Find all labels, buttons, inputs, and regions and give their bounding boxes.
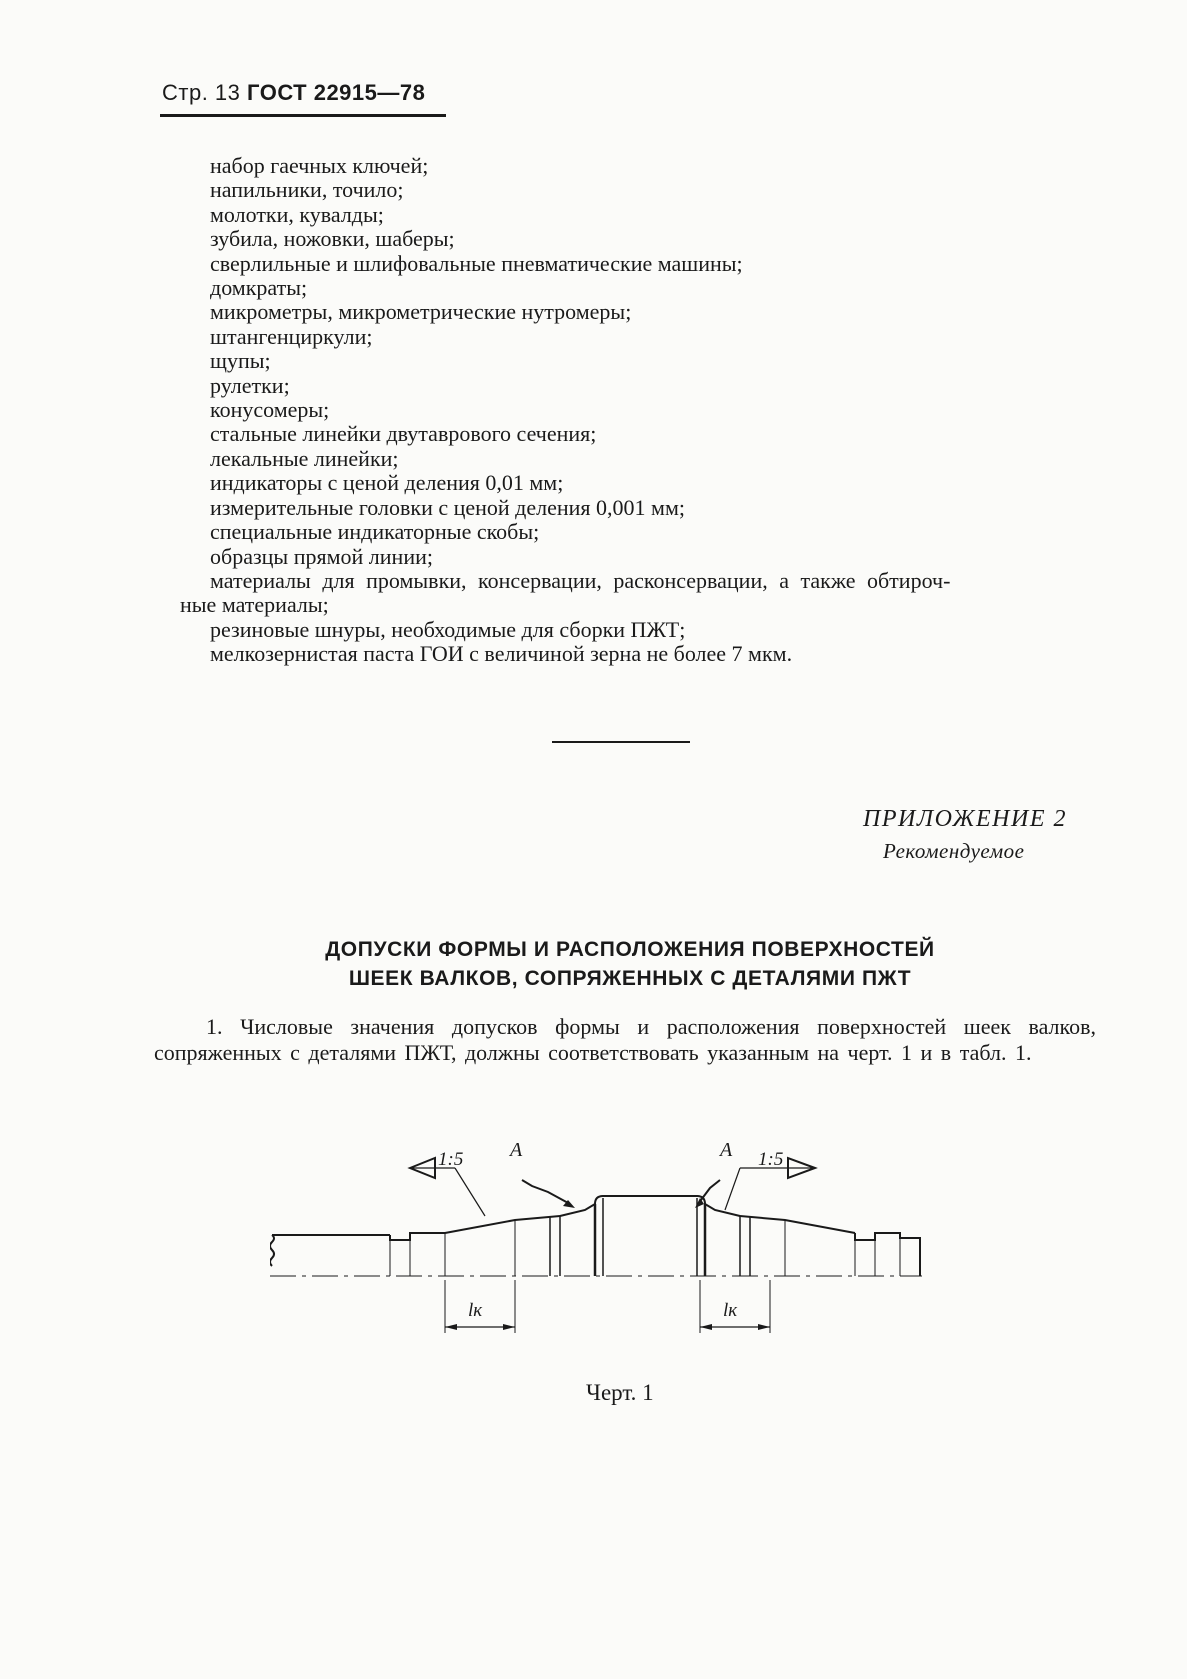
list-item: резиновые шнуры, необходимые для сборки ПЖТ; [210, 616, 686, 642]
list-item: измерительные головки с ценой деления 0,001 мм; [210, 494, 686, 520]
list-item: молотки, кувалды; [210, 201, 384, 227]
list-item: индикаторы с ценой деления 0,01 мм; [210, 470, 564, 496]
list-item: мелкозернистая паста ГОИ с величиной зерна не более 7 мкм. [210, 641, 793, 667]
list-item: штангенциркули; [210, 323, 373, 349]
section-title-line-1: ДОПУСКИ ФОРМЫ И РАСПОЛОЖЕНИЯ ПОВЕРХНОСТЕЙ [325, 938, 935, 961]
appendix-label: ПРИЛОЖЕНИЕ 2 [863, 806, 1067, 832]
list-item: образцы прямой линии; [210, 543, 433, 569]
list-item: сверлильные и шлифовальные пневматические машины; [210, 250, 743, 276]
equipment-list [180, 153, 1110, 667]
list-item: конусомеры; [210, 397, 330, 423]
taper-left-label: 1:5 [438, 1149, 464, 1170]
shaft-drawing [270, 1128, 930, 1343]
shaft-left-end [270, 1235, 274, 1266]
leader-a-left [522, 1180, 570, 1204]
taper-left [445, 1216, 560, 1233]
page-header [162, 80, 425, 106]
document-code: ГОСТ 22915—78 [247, 80, 426, 105]
taper-right-label: 1:5 [758, 1149, 784, 1170]
list-item: набор гаечных ключей; [210, 153, 429, 178]
header-underline [160, 114, 446, 117]
dim-left-label: lк [468, 1300, 483, 1321]
label-a-left: A [510, 1139, 523, 1161]
list-item: домкраты; [210, 275, 308, 301]
appendix-status: Рекомендуемое [883, 839, 1025, 863]
roll-body [595, 1196, 705, 1204]
list-item: микрометры, микрометрические нутромеры; [210, 299, 632, 325]
list-item: зубила, ножовки, шаберы; [210, 226, 455, 252]
section-title-line-2: ШЕЕК ВАЛКОВ, СОПРЯЖЕННЫХ С ДЕТАЛЯМИ ПЖТ [348, 967, 912, 990]
list-item: рулетки; [210, 372, 290, 398]
taper-right [740, 1216, 855, 1233]
list-item-continuation: ные материалы; [180, 592, 329, 618]
list-item: щупы; [210, 348, 271, 374]
list-item: стальные линейки двутаврового сечения; [210, 421, 597, 447]
list-item: напильники, точило; [210, 177, 404, 203]
list-item-first-line: материалы для промывки, консервации, расконсервации, а также обтироч- [210, 567, 951, 593]
dim-right-label: lк [723, 1300, 738, 1321]
label-a-right: A [720, 1139, 733, 1161]
list-item-wrapped [180, 569, 1110, 618]
list-item: специальные индикаторные скобы; [210, 519, 540, 545]
page-number: Стр. 13 [162, 80, 241, 105]
section-separator [552, 741, 690, 743]
list-item: лекальные линейки; [210, 445, 399, 471]
section-paragraph: 1. Числовые значения допусков формы и расположения поверхностей шеек валков, сопряженных с деталями ПЖТ, должны соответствовать указанным на черт. 1 и в табл. 1. [154, 1014, 1096, 1065]
figure-caption: Черт. 1 [586, 1380, 654, 1405]
